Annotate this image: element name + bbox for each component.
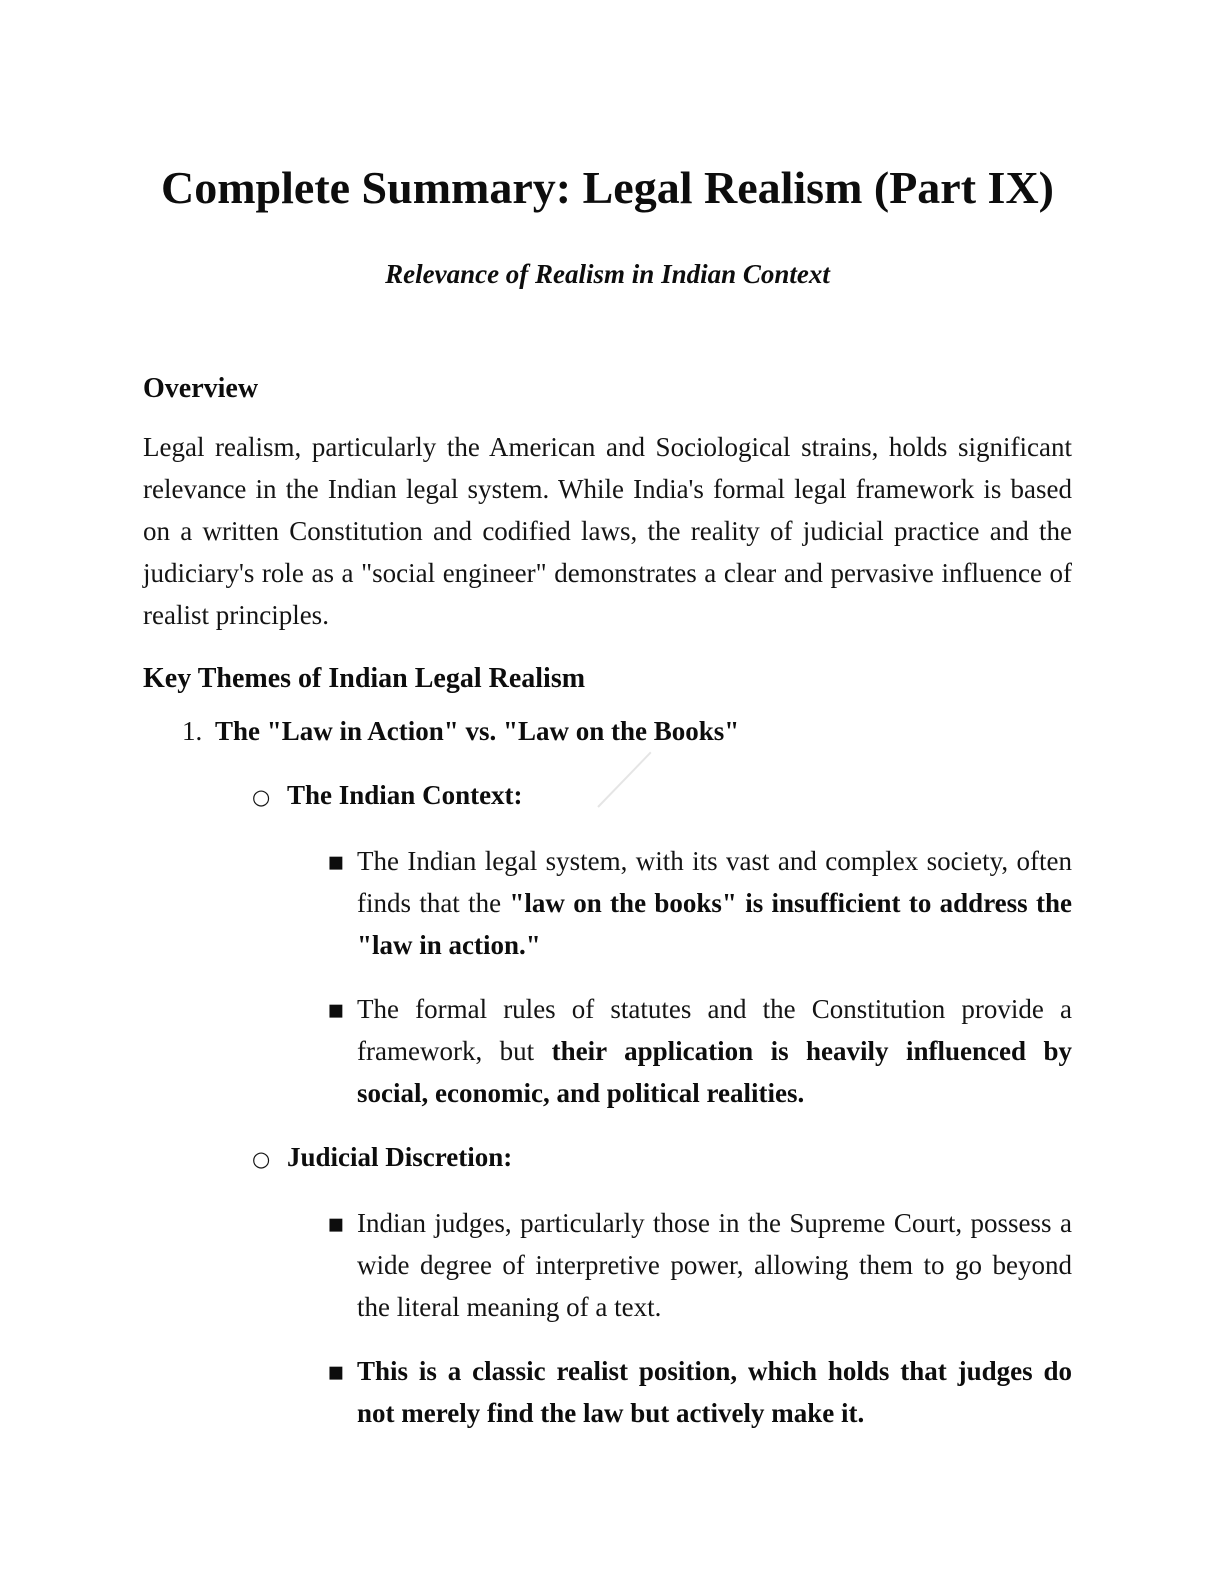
square-bullet-icon: ▪ <box>327 995 345 1025</box>
bullet-item <box>143 1202 1072 1328</box>
square-bullet-icon: ▪ <box>327 1209 345 1239</box>
key-themes-heading: Key Themes of Indian Legal Realism <box>143 663 586 694</box>
square-bullet-icon: ▪ <box>327 847 345 877</box>
overview-paragraph: Legal realism, particularly the American and Sociological strains, holds significant relevance in the Indian legal system. While India's formal legal framework is based on a written Constitution and codified laws, the reality of judicial practice and the judiciary's role as a "social engineer" demonstrates a clear and pervasive influence of realist principles. <box>143 432 1072 630</box>
document-subtitle: Relevance of Realism in Indian Context <box>385 259 830 289</box>
bullet-text: The Indian legal system, with its vast and complex society, often finds that the "law on the books" is insufficient to address the "law in action." <box>357 846 1072 960</box>
bullet-text: The formal rules of statutes and the Constitution provide a framework, but their application is heavily influenced by social, economic, and political realities. <box>357 994 1072 1108</box>
circle-bullet-icon: ○ <box>252 1147 271 1171</box>
numbered-item-label: The "Law in Action" vs. "Law on the Books" <box>215 716 740 746</box>
bullet-item <box>143 988 1072 1114</box>
overview-heading: Overview <box>143 373 259 404</box>
square-bullet-icon: ▪ <box>327 1357 345 1387</box>
list-number-marker: 1. <box>182 716 203 746</box>
bullet-text: Indian judges, particularly those in the Supreme Court, possess a wide degree of interpretive power, allowing them to go beyond the literal meaning of a text. <box>357 1208 1072 1322</box>
document-title: Complete Summary: Legal Realism (Part IX) <box>161 162 1054 213</box>
sub-item-label: Judicial Discretion: <box>287 1142 513 1172</box>
bullet-item <box>143 840 1072 966</box>
bullet-item <box>143 1350 1072 1434</box>
numbered-list-item-1 <box>143 710 1072 752</box>
sub-item-judicial-discretion <box>143 1136 1072 1180</box>
circle-bullet-icon: ○ <box>252 785 271 809</box>
bullet-text: This is a classic realist position, which holds that judges do not merely find the law but actively make it. <box>357 1356 1072 1428</box>
sub-item-label: The Indian Context: <box>287 780 523 810</box>
